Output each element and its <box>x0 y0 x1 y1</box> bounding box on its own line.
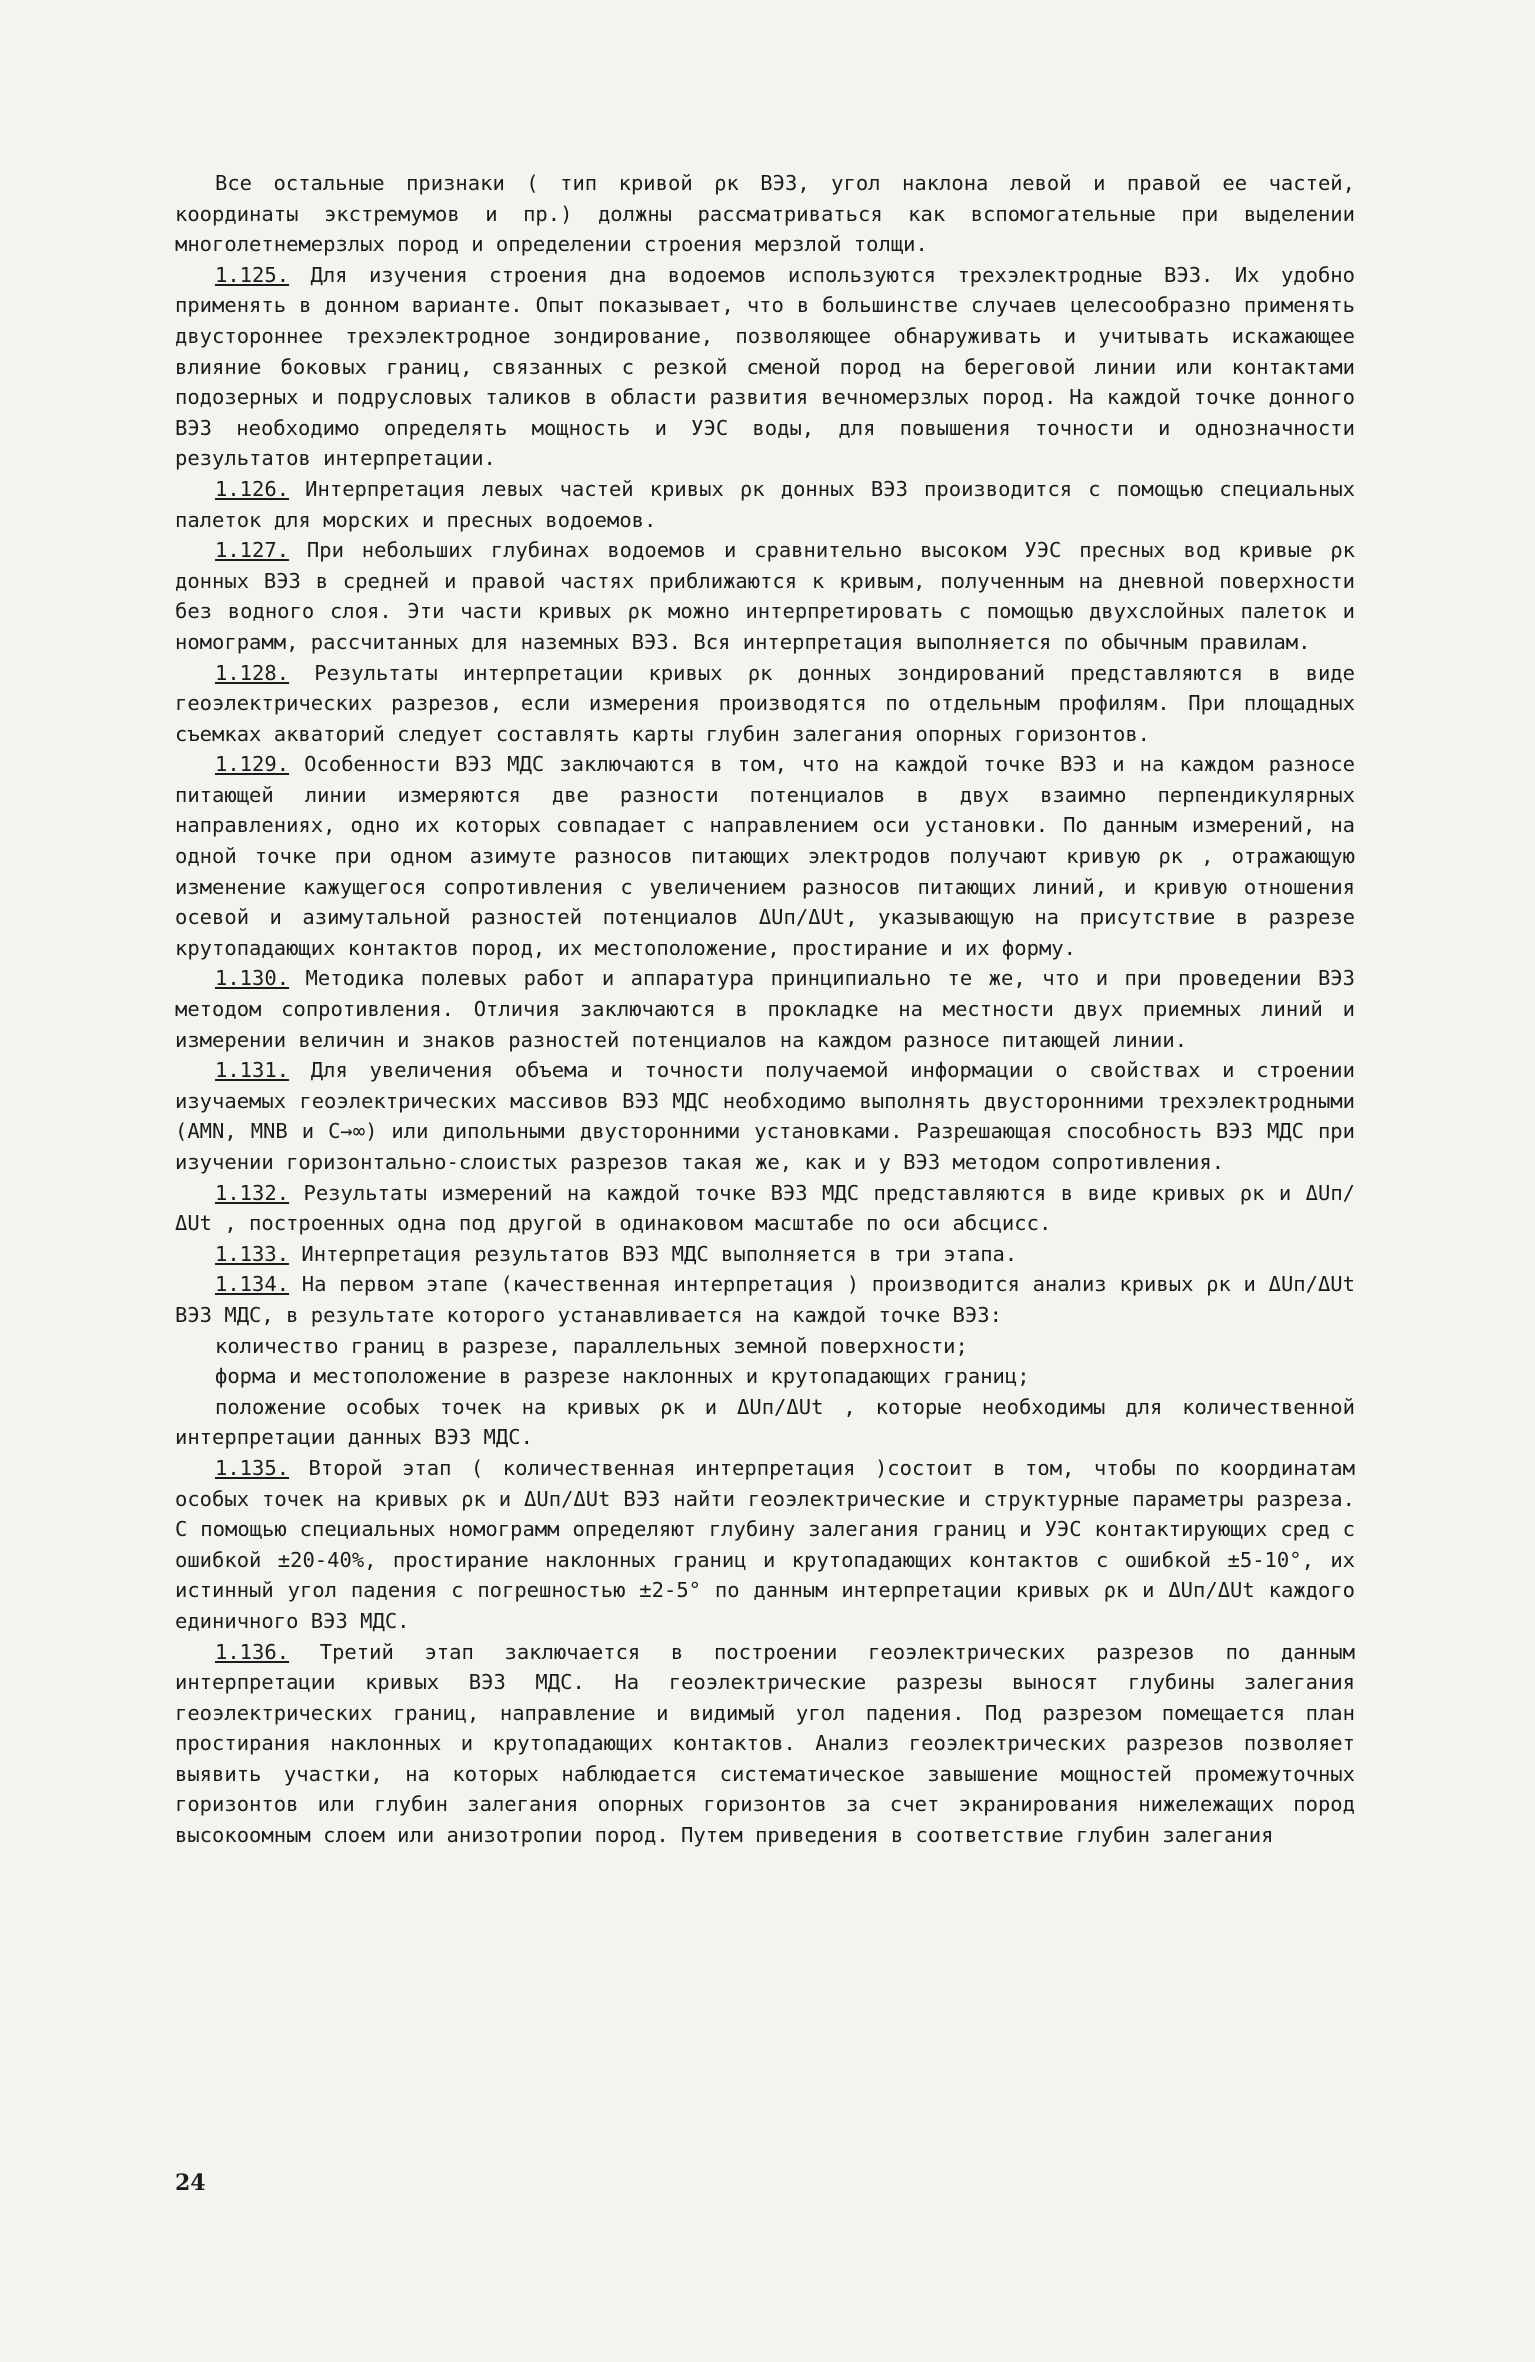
paragraph-text: Особенности ВЭЗ МДС заключаются в том, что на каждой точке ВЭЗ и на каждом разносе питающей линии измеряются две разности потенциалов в двух взаимно перпендикулярных направлениях, одно их которых совпадает с направлением оси установки. По данным измерений, на одной точке при одном азимуте разносов питающих электродов получают кривую ρк , отражающую изменение кажущегося сопротивления с увеличением разносов питающих линий, и кривую отношения осевой и азимутальной разностей потенциалов ΔUп/ΔUt, указывающую на присутствие в разрезе крутопадающих контактов пород, их местоположение, простирание и их форму. <box>175 752 1355 960</box>
paragraph-number: 1.134. <box>215 1272 290 1297</box>
paragraph-text: форма и местоположение в разрезе наклонных и крутопадающих границ; <box>215 1364 1030 1389</box>
paragraph-text: положение особых точек на кривых ρк и ΔUп/ΔUt , которые необходимы для количественной интерпретации данных ВЭЗ МДС. <box>175 1394 1355 1450</box>
paragraph-number: 1.136. <box>215 1639 290 1664</box>
paragraph-1-132 <box>175 1178 1355 1239</box>
paragraph-number: 1.125. <box>215 262 290 287</box>
paragraph-text: Для изучения строения дна водоемов используются трехэлектродные ВЭЗ. Их удобно применять в донном варианте. Опыт показывает, что в большинстве случаев целесообразно применять двустороннее трехэлектродное зондирование, позволяющее обнаруживать и учитывать искажающее влияние боковых границ, связанных с резкой сменой пород на береговой линии или контактами подозерных и подрусловых таликов в области развития вечномерзлых пород. На каждой точке донного ВЭЗ необходимо определять мощность и УЭС воды, для повышения точности и однозначности результатов интерпретации. <box>175 262 1355 471</box>
paragraph-text: Интерпретация результатов ВЭЗ МДС выполняется в три этапа. <box>289 1241 1018 1266</box>
paragraph-text: Результаты измерений на каждой точке ВЭЗ МДС представляются в виде кривых ρк и ΔUп/ΔUt , построенных одна под другой в одинаковом масштабе по оси абсцисс. <box>175 1180 1355 1236</box>
paragraph-number: 1.129. <box>215 752 290 777</box>
paragraph-text: количество границ в разрезе, параллельных земной поверхности; <box>215 1333 968 1358</box>
paragraph-text: Для увеличения объема и точности получаемой информации о свойствах и строении изучаемых геоэлектрических массивов ВЭЗ МДС необходимо выполнять двусторонними трехэлектродными (AMN, MNB и C→∞) или дипольными двусторонними установками. Разрешающая способность ВЭЗ МДС при изучении горизонтально-слоистых разрезов такая же, как и у ВЭЗ методом сопротивления. <box>175 1058 1355 1174</box>
paragraph-text: Результаты интерпретации кривых ρк донных зондирований представляются в виде геоэлектрических разрезов, если измерения производятся по отдельным профилям. При площадных съемках акваторий следует составлять карты глубин залегания опорных горизонтов. <box>175 660 1355 746</box>
paragraph-number: 1.126. <box>215 476 290 501</box>
paragraph-number: 1.131. <box>215 1058 290 1083</box>
paragraph-number: 1.127. <box>215 538 290 563</box>
list-item <box>175 1361 1355 1392</box>
paragraph-1-133 <box>175 1239 1355 1270</box>
paragraph-text: Второй этап ( количественная интерпретация )состоит в том, чтобы по координатам особых точек на кривых ρк и ΔUп/ΔUt ВЭЗ найти геоэлектрические и структурные параметры разреза. С помощью специальных номограмм определяют глубину залегания границ и УЭС контактирующих сред с ошибкой ±20-40%, простирание наклонных границ и крутопадающих контактов с ошибкой ±5-10°, их истинный угол падения с погрешностью ±2-5° по данным интерпретации кривых ρк и ΔUп/ΔUt каждого единичного ВЭЗ МДС. <box>175 1455 1355 1633</box>
paragraph-intro <box>175 168 1355 260</box>
paragraph-text: Третий этап заключается в построении геоэлектрических разрезов по данным интерпретации кривых ВЭЗ МДС. На геоэлектрические разрезы выносят глубины залегания геоэлектрических границ, направление и видимый угол падения. Под разрезом помещается план простирания наклонных и крутопадающих контактов. Анализ геоэлектрических разрезов позволяет выявить участки, на которых наблюдается систематическое завышение мощностей промежуточных горизонтов или глубин залегания опорных горизонтов за счет экранирования нижележащих пород высокоомным слоем или анизотропии пород. Путем приведения в соответствие глубин залегания <box>175 1639 1355 1848</box>
paragraph-number: 1.133. <box>215 1241 290 1266</box>
paragraph-1-129 <box>175 749 1355 963</box>
paragraph-number: 1.128. <box>215 660 290 685</box>
page-number: 24 <box>175 2170 206 2196</box>
paragraph-number: 1.135. <box>215 1455 290 1480</box>
paragraph-1-125 <box>175 260 1355 474</box>
paragraph-number: 1.130. <box>215 966 290 991</box>
paragraph-1-131 <box>175 1055 1355 1177</box>
paragraph-text: На первом этапе (качественная интерпретация ) производится анализ кривых ρк и ΔUп/ΔUt ВЭЗ МДС, в результате которого устанавливается на каждой точке ВЭЗ: <box>175 1272 1355 1327</box>
list-item <box>175 1331 1355 1362</box>
paragraph-text: Все остальные признаки ( тип кривой ρк ВЭЗ, угол наклона левой и правой ее частей, координаты экстремумов и пр.) должны рассматриваться как вспомогательные при выделении многолетнемерзлых пород и определении строения мерзлой толщи. <box>175 171 1355 257</box>
paragraph-1-135 <box>175 1453 1355 1637</box>
paragraph-1-130 <box>175 963 1355 1055</box>
paragraph-1-136 <box>175 1637 1355 1851</box>
paragraph-text: Методика полевых работ и аппаратура принципиально те же, что и при проведении ВЭЗ методом сопротивления. Отличия заключаются в прокладке на местности двух приемных линий и измерении величин и знаков разностей потенциалов на каждом разносе питающей линии. <box>175 966 1355 1052</box>
paragraph-text: Интерпретация левых частей кривых ρк донных ВЭЗ производится с помощью специальных палеток для морских и пресных водоемов. <box>175 476 1355 532</box>
paragraph-text: При небольших глубинах водоемов и сравнительно высоком УЭС пресных вод кривые ρк донных ВЭЗ в средней и правой частях приближаются к кривым, полученным на дневной поверхности без водного слоя. Эти части кривых ρк можно интерпретировать с помощью двухслойных палеток и номограмм, рассчитанных для наземных ВЭЗ. Вся интерпретация выполняется по обычным правилам. <box>175 538 1355 654</box>
paragraph-1-134 <box>175 1269 1355 1330</box>
main-text <box>175 168 1355 1851</box>
paragraph-1-126 <box>175 474 1355 535</box>
paragraph-1-128 <box>175 658 1355 750</box>
paragraph-number: 1.132. <box>215 1180 290 1205</box>
paragraph-1-127 <box>175 535 1355 657</box>
list-item <box>175 1392 1355 1453</box>
